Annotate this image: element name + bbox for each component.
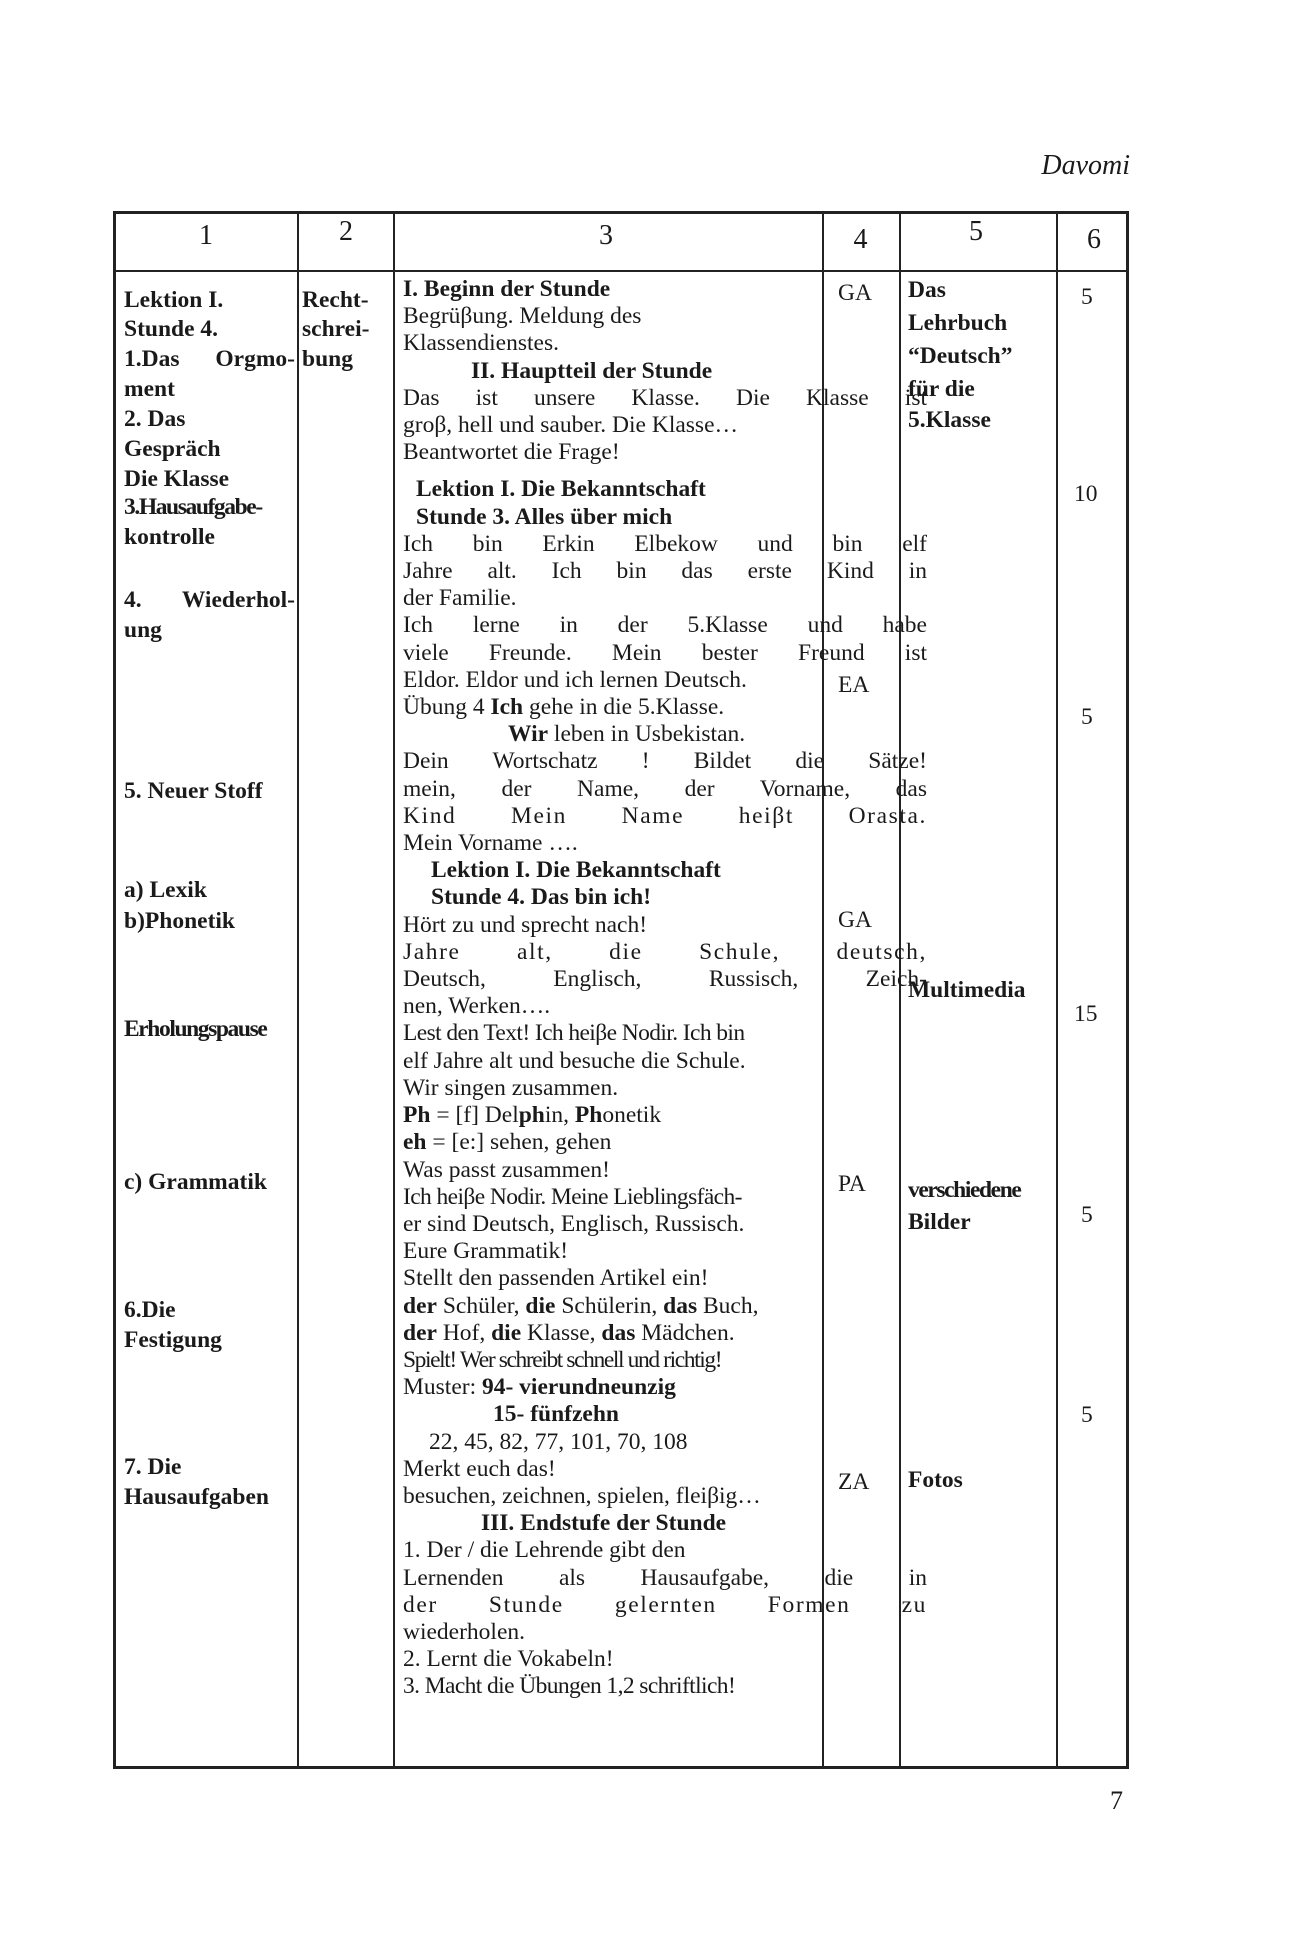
content-line: Wir singen zusammen. — [403, 1074, 619, 1101]
material-text: Bilder — [908, 1209, 971, 1235]
topic-text: schrei- — [302, 316, 370, 342]
content-line: Jahre alt, die Schule, deutsch, — [403, 938, 927, 965]
column-divider — [393, 214, 395, 1766]
content-text: Schülerin, — [555, 1292, 664, 1319]
content-line: Eure Grammatik! — [403, 1238, 569, 1265]
material-text: Fotos — [908, 1467, 963, 1493]
content-line: Jahre alt. Ich bin das erste Kind in — [403, 558, 927, 585]
material-text: Multimedia — [908, 977, 1026, 1003]
minutes-value: 5 — [1081, 704, 1093, 730]
stage-text: Hausaufgaben — [124, 1484, 269, 1510]
work-form: ZA — [838, 1469, 870, 1495]
stage-text: 7. Die — [124, 1454, 182, 1480]
content-line: Lernenden als Hausaufgabe, die in — [403, 1564, 927, 1591]
content-text: Übung 4 — [403, 694, 491, 721]
stage-text: 5. Neuer Stoff — [124, 778, 263, 804]
stage-text: c) Grammatik — [124, 1169, 267, 1195]
content-line: Lest den Text! Ich heiβe Nodir. Ich bin — [403, 1020, 745, 1047]
content-text: = [e:] sehen, gehen — [426, 1129, 612, 1156]
content-text: leben in Usbekistan. — [548, 721, 746, 748]
minutes-value: 5 — [1081, 1402, 1093, 1428]
continuation-label: Davomi — [1041, 150, 1130, 181]
content-bold: der — [403, 1319, 437, 1346]
content-text: in, — [544, 1102, 575, 1129]
content-text: = [f] Del — [430, 1102, 519, 1129]
column-divider — [297, 214, 299, 1766]
lesson-heading: Stunde 3. Alles über mich — [416, 503, 673, 530]
content-line: nen, Werken…. — [403, 993, 551, 1020]
stage-text: Die Klasse — [124, 466, 230, 492]
content-line — [403, 1293, 927, 1320]
content-line: 3. Macht die Übungen 1,2 schriftlich! — [403, 1673, 736, 1700]
content-line: Dein Wortschatz ! Bildet die Sätze! — [403, 748, 927, 775]
content-line: 1. Der / die Lehrende gibt den — [403, 1537, 686, 1564]
column-header-6: 6 — [1087, 224, 1101, 255]
content-text: Muster: — [403, 1374, 482, 1401]
minutes-value: 5 — [1081, 284, 1093, 310]
content-bold: die — [491, 1319, 522, 1346]
section-heading: III. Endstufe der Stunde — [481, 1510, 727, 1537]
lesson-heading: Stunde 4. Das bin ich! — [431, 884, 652, 911]
stage-text: 3.Hausaufgabe- — [124, 494, 262, 520]
content-text: gehe in die 5.Klasse. — [523, 694, 725, 721]
column-header-2: 2 — [339, 216, 353, 247]
minutes-value: 5 — [1081, 1202, 1093, 1228]
material-text: verschiedene — [908, 1177, 1021, 1203]
content-text: Buch, — [697, 1292, 759, 1319]
content-line: Kind Mein Name heiβt Orasta. — [403, 802, 927, 829]
content-line: Mein Vorname …. — [403, 830, 578, 857]
stage-text: 2. Das — [124, 406, 186, 432]
content-line: elf Jahre alt und besuche die Schule. — [403, 1047, 746, 1074]
topic-text: bung — [302, 346, 353, 372]
content-line — [403, 1102, 927, 1129]
stage-text: kontrolle — [124, 524, 215, 550]
content-line: viele Freunde. Mein bester Freund ist — [403, 639, 927, 666]
page-number: 7 — [1110, 1786, 1123, 1815]
content-line: Klassendienstes. — [403, 330, 559, 357]
content-line: Beantwortet die Frage! — [403, 439, 620, 466]
content-line: Merkt euch das! — [403, 1455, 556, 1482]
material-text: 5.Klasse — [908, 407, 991, 433]
section-heading: I. Beginn der Stunde — [403, 276, 611, 302]
content-bold: ph — [518, 1102, 545, 1129]
content-bold: Ph — [574, 1102, 603, 1129]
material-text: Lehrbuch — [908, 310, 1008, 336]
content-text: onetik — [602, 1102, 662, 1129]
work-form: PA — [838, 1171, 866, 1197]
section-heading: II. Hauptteil der Stunde — [471, 357, 713, 384]
stage-text: Festigung — [124, 1327, 222, 1353]
content-line: Eldor. Eldor und ich lernen Deutsch. — [403, 666, 747, 693]
content-line — [403, 1129, 927, 1156]
stage-text: Lektion I. — [124, 287, 224, 313]
content-line: mein, der Name, der Vorname, das — [403, 775, 927, 802]
stage-text: 6.Die — [124, 1297, 176, 1323]
stage-text: Erholungspause — [124, 1016, 267, 1042]
content-line: Ich bin Erkin Elbekow und bin elf — [403, 530, 927, 557]
column-header-4: 4 — [853, 224, 868, 255]
content-bold: das — [601, 1319, 636, 1346]
content-line: Ich lerne in der 5.Klasse und habe — [403, 612, 927, 639]
content-bold: eh — [403, 1129, 427, 1156]
content-line: Das ist unsere Klasse. Die Klasse ist — [403, 384, 927, 411]
lesson-heading: Lektion I. Die Bekanntschaft — [416, 476, 706, 503]
column-header-3: 3 — [599, 220, 613, 251]
content-line: besuchen, zeichnen, spielen, fleiβig… — [403, 1482, 761, 1509]
content-line: 2. Lernt die Vokabeln! — [403, 1646, 614, 1673]
content-line: Hört zu und sprecht nach! — [403, 911, 648, 938]
content-bold: Ich — [490, 694, 524, 721]
content-line: der Familie. — [403, 585, 517, 612]
content-bold: das — [663, 1292, 698, 1319]
column-divider — [1056, 214, 1058, 1766]
column-header-5: 5 — [969, 216, 983, 247]
content-line: Spielt! Wer schreibt schnell und richtig! — [403, 1346, 722, 1373]
content-line: Stellt den passenden Artikel ein! — [403, 1265, 709, 1292]
content-line: der Stunde gelernten Formen zu — [403, 1591, 927, 1618]
content-line: wiederholen. — [403, 1618, 526, 1645]
content-line: 15- fünfzehn — [493, 1401, 619, 1428]
content-line: er sind Deutsch, Englisch, Russisch. — [403, 1210, 745, 1237]
work-form: GA — [838, 280, 872, 306]
work-form: GA — [838, 907, 872, 933]
material-text: Das — [908, 277, 946, 303]
content-line: Deutsch, Englisch, Russisch, Zeich- — [403, 966, 927, 993]
minutes-value: 15 — [1074, 1001, 1098, 1027]
content-bold: die — [525, 1292, 556, 1319]
stage-text: ung — [124, 617, 162, 643]
lesson-heading: Lektion I. Die Bekanntschaft — [431, 857, 721, 884]
material-text: “Deutsch” — [908, 343, 1013, 369]
content-text: Mädchen. — [635, 1319, 735, 1346]
content-line: Ich heiβe Nodir. Meine Lieblingsfäch- — [403, 1183, 742, 1210]
stage-text: 1.Das Orgmo- — [124, 346, 295, 372]
lesson-plan-table — [113, 211, 1129, 1769]
work-form: EA — [838, 672, 870, 698]
content-line — [403, 1320, 927, 1347]
content-text: Schüler, — [436, 1292, 526, 1319]
content-line: 22, 45, 82, 77, 101, 70, 108 — [429, 1428, 688, 1455]
stage-text: ment — [124, 376, 175, 402]
content-line — [403, 1374, 927, 1401]
stage-text: Gespräch — [124, 436, 221, 462]
content-line — [403, 721, 927, 748]
header-divider — [116, 270, 1126, 272]
content-bold: Ph — [403, 1102, 431, 1129]
content-bold: der — [403, 1292, 437, 1319]
stage-text: a) Lexik — [124, 877, 207, 903]
stage-text: b)Phonetik — [124, 908, 235, 934]
content-bold: Wir — [508, 721, 549, 748]
minutes-value: 10 — [1074, 481, 1098, 507]
content-text: Klasse, — [521, 1319, 602, 1346]
content-line: groβ, hell und sauber. Die Klasse… — [403, 412, 739, 439]
topic-text: Recht- — [302, 287, 369, 313]
column-header-1: 1 — [199, 220, 213, 251]
content-bold: 94- vierundneunzig — [481, 1374, 676, 1401]
material-text: für die — [908, 376, 975, 402]
stage-text: Stunde 4. — [124, 316, 219, 342]
stage-text: 4. Wiederhol- — [124, 587, 295, 613]
content-text: Hof, — [436, 1319, 492, 1346]
content-line: Was passt zusammen! — [403, 1156, 610, 1183]
content-line: Begrüβung. Meldung des — [403, 303, 642, 330]
